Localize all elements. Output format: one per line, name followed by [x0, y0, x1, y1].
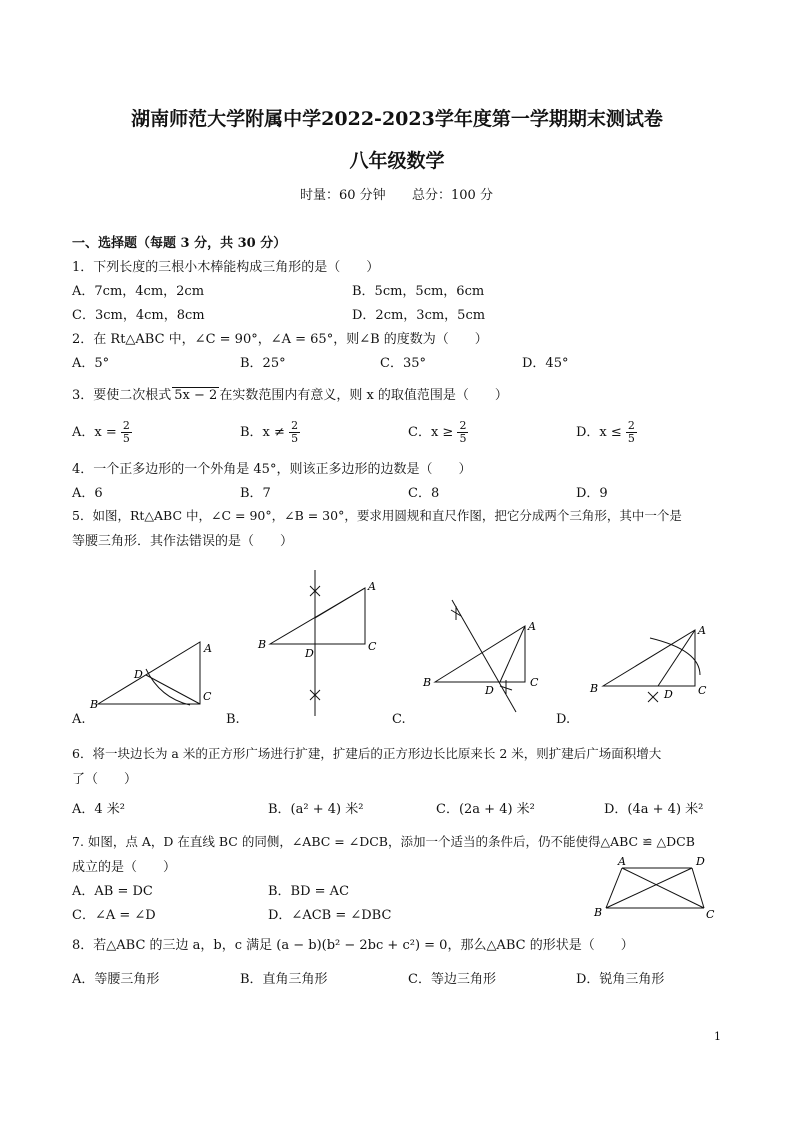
question-2-option-a: A．5° [72, 356, 110, 371]
question-4-stem: 4．一个正多边形的一个外角是 45°，则该正多边形的边数是（ ） [72, 462, 472, 477]
label-d: D [305, 647, 314, 660]
question-7-option-c: C．∠A = ∠D [72, 908, 156, 923]
question-6-option-c: C．(2a + 4) 米² [436, 802, 535, 817]
question-1-option-a: A．7cm，4cm，2cm [72, 284, 205, 299]
page-subtitle: 八年级数学 [349, 150, 445, 172]
question-7-figure [588, 852, 718, 922]
question-3-stem [72, 384, 508, 403]
option-b-text: B．x ≠ [240, 425, 285, 440]
label-c: C [706, 908, 715, 921]
label-a: A [618, 855, 626, 868]
option-a-text: A．x = [72, 425, 117, 440]
question-3-option-b [240, 420, 300, 445]
label-d: D [696, 855, 705, 868]
question-7-option-d: D．∠ACB = ∠DBC [268, 908, 392, 923]
section-title: 一、选择题（每题 3 分，共 30 分） [72, 236, 287, 251]
label-a: A [528, 620, 536, 633]
label-d: D [664, 688, 673, 701]
question-3-option-c [408, 420, 468, 445]
label-c: C [203, 690, 212, 703]
fraction [626, 420, 637, 445]
label-b: B [594, 906, 603, 919]
question-2-option-b: B．25° [240, 356, 286, 371]
question-4-option-d: D．9 [576, 486, 608, 501]
label-b: B [590, 682, 599, 695]
question-6-stem-line1: 6．将一块边长为 a 米的正方形广场进行扩建，扩建后的正方形边长比原来长 2 米，则扩建后广场面积增大 [72, 746, 662, 761]
question-4-option-c: C．8 [408, 486, 440, 501]
question-2-option-d: D．45° [522, 356, 569, 371]
label-a: A [204, 642, 212, 655]
time-label: 时量：60 分钟 [300, 188, 386, 203]
label-d: D [134, 668, 143, 681]
score-label: 总分：100 分 [412, 188, 493, 203]
label-c: C [698, 684, 707, 697]
question-1-option-b: B．5cm，5cm，6cm [352, 284, 485, 299]
label-c: C [530, 676, 539, 689]
figure-b [270, 570, 365, 716]
question-4-option-b: B．7 [240, 486, 271, 501]
numerator: 2 [627, 419, 635, 432]
fraction [457, 420, 468, 445]
figure-c [435, 600, 525, 712]
label-a: A [368, 580, 376, 593]
fraction [289, 420, 300, 445]
question-5-stem-line2: 等腰三角形．其作法错误的是（ ） [72, 534, 294, 549]
numerator: 2 [122, 419, 130, 432]
question-8-stem: 8．若△ABC 的三边 a，b，c 满足 (a − b)(b² − 2bc + c²) = 0，那么△ABC 的形状是（ ） [72, 938, 634, 953]
denominator: 5 [291, 432, 299, 445]
question-6-option-a: A．4 米² [72, 802, 126, 817]
question-7-option-b: B．BD = AC [268, 884, 350, 899]
question-5-option-d: D. [556, 712, 571, 727]
question-3-option-d [576, 420, 637, 445]
figure-a [98, 642, 200, 705]
question-8-option-b: B．直角三角形 [240, 972, 328, 987]
page-title: 湖南师范大学附属中学2022-2023学年度第一学期期末测试卷 [131, 108, 663, 130]
question-5-option-a: A. [72, 712, 86, 727]
question-1-option-c: C．3cm，4cm，8cm [72, 308, 205, 323]
question-1-stem: 1．下列长度的三根小木棒能构成三角形的是（ ） [72, 260, 380, 275]
denominator: 5 [459, 432, 467, 445]
label-b: B [258, 638, 267, 651]
question-7-stem-line2: 成立的是（ ） [72, 860, 177, 875]
question-5-figures [60, 560, 740, 730]
label-a: A [698, 624, 706, 637]
numerator: 2 [459, 419, 467, 432]
question-7-option-a: A．AB = DC [72, 884, 153, 899]
question-7-stem-line1: 7. 如图，点 A，D 在直线 BC 的同侧，∠ABC = ∠DCB，添加一个适当的条件后，仍不能使得△ABC ≌ △DCB [72, 834, 695, 849]
page-number: 1 [714, 1030, 721, 1043]
question-3-stem-after: 在实数范围内有意义，则 x 的取值范围是（ ） [219, 388, 508, 403]
question-3-option-a [72, 420, 132, 445]
question-8-option-a: A．等腰三角形 [72, 972, 160, 987]
question-8-option-c: C．等边三角形 [408, 972, 496, 987]
option-d-text: D．x ≤ [576, 425, 622, 440]
denominator: 5 [122, 432, 130, 445]
question-3-stem-before: 3．要使二次根式 [72, 388, 172, 403]
fraction [121, 420, 132, 445]
question-6-option-d: D．(4a + 4) 米² [604, 802, 704, 817]
question-5-option-b: B. [226, 712, 240, 727]
label-c: C [368, 640, 377, 653]
question-2-option-c: C．35° [380, 356, 426, 371]
question-4-option-a: A．6 [72, 486, 103, 501]
figure-d [603, 630, 700, 702]
question-6-option-b: B．(a² + 4) 米² [268, 802, 364, 817]
sqrt-radicand: 5x − 2 [174, 388, 218, 403]
question-8-option-d: D．锐角三角形 [576, 972, 665, 987]
option-c-text: C．x ≥ [408, 425, 454, 440]
question-2-stem: 2．在 Rt△ABC 中，∠C = 90°，∠A = 65°，则∠B 的度数为（ ） [72, 332, 488, 347]
question-5-stem-line1: 5．如图，Rt△ABC 中，∠C = 90°，∠B = 30°，要求用圆规和直尺作图，把它分成两个三角形，其中一个是 [72, 508, 682, 523]
denominator: 5 [627, 432, 635, 445]
question-6-stem-line2: 了（ ） [72, 772, 138, 787]
label-b: B [90, 698, 99, 711]
label-b: B [423, 676, 432, 689]
question-1-option-d: D．2cm，3cm，5cm [352, 308, 486, 323]
label-d: D [485, 684, 494, 697]
question-5-option-c: C. [392, 712, 406, 727]
numerator: 2 [291, 419, 299, 432]
